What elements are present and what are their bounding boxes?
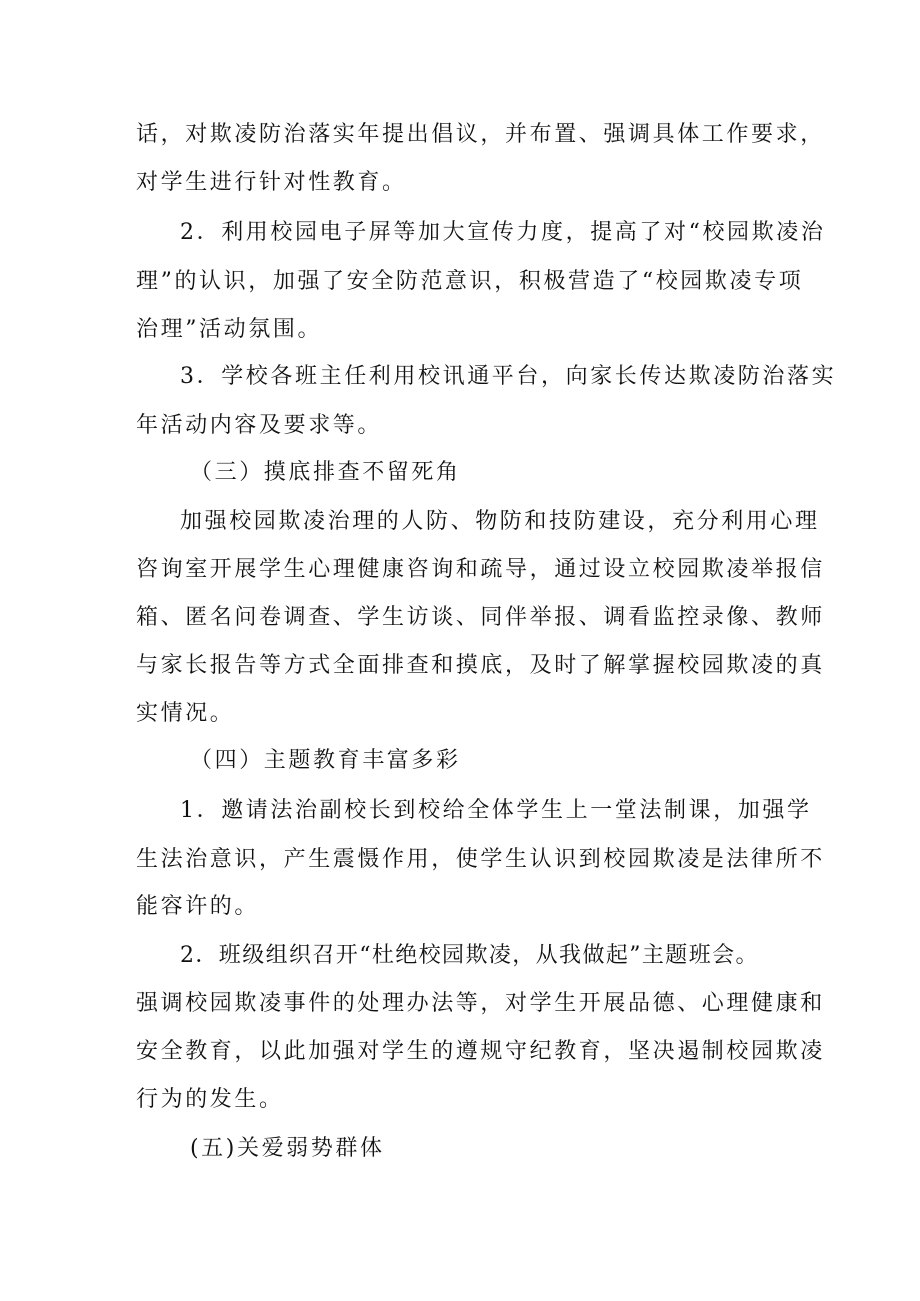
paragraph-line: 实情况。 [136, 701, 235, 726]
paragraph-line: 2．班级组织召开“杜绝校园欺凌，从我做起”主题班会。 [180, 943, 759, 968]
paragraph-line: 年活动内容及要求等。 [136, 413, 383, 438]
paragraph-line: 行为的发生。 [136, 1087, 284, 1112]
section-heading: （三）摸底排查不留死角 [190, 460, 461, 485]
paragraph-line: 治理”活动氛围。 [136, 317, 323, 342]
paragraph-line: 理”的认识，加强了安全防范意识，积极营造了“校园欺凌专项 [136, 269, 804, 294]
section-heading: (五)关爱弱势群体 [190, 1136, 385, 1161]
paragraph-line: 3．学校各班主任利用校讯通平台，向家长传达欺凌防治落实 [180, 364, 837, 389]
paragraph-line: 能容许的。 [136, 894, 260, 919]
paragraph-line: 2．利用校园电子屏等加大宣传力度，提高了对“校园欺凌治 [180, 220, 826, 245]
paragraph-line: 箱、匿名问卷调查、学生访谈、同伴举报、调看监控录像、教师 [136, 605, 825, 630]
paragraph-line: 话，对欺凌防治落实年提出倡议，并布置、强调具体工作要求， [136, 122, 825, 147]
paragraph-line: 对学生进行针对性教育。 [136, 170, 407, 195]
paragraph-line: 1．邀请法治副校长到校给全体学生上一堂法制课，加强学 [180, 798, 812, 823]
paragraph-line: 加强校园欺凌治理的人防、物防和技防建设，充分利用心理 [180, 509, 820, 534]
paragraph-line: 与家长报告等方式全面排查和摸底，及时了解掌握校园欺凌的真 [136, 653, 825, 678]
paragraph-line: 咨询室开展学生心理健康咨询和疏导，通过设立校园欺凌举报信 [136, 557, 825, 582]
section-heading: （四）主题教育丰富多彩 [190, 748, 461, 773]
paragraph-line: 强调校园欺凌事件的处理办法等，对学生开展品德、心理健康和 [136, 991, 825, 1016]
paragraph-line: 生法治意识，产生震慑作用，使学生认识到校园欺凌是法律所不 [136, 847, 825, 872]
paragraph-line: 安全教育，以此加强对学生的遵规守纪教育，坚决遏制校园欺凌 [136, 1039, 825, 1064]
